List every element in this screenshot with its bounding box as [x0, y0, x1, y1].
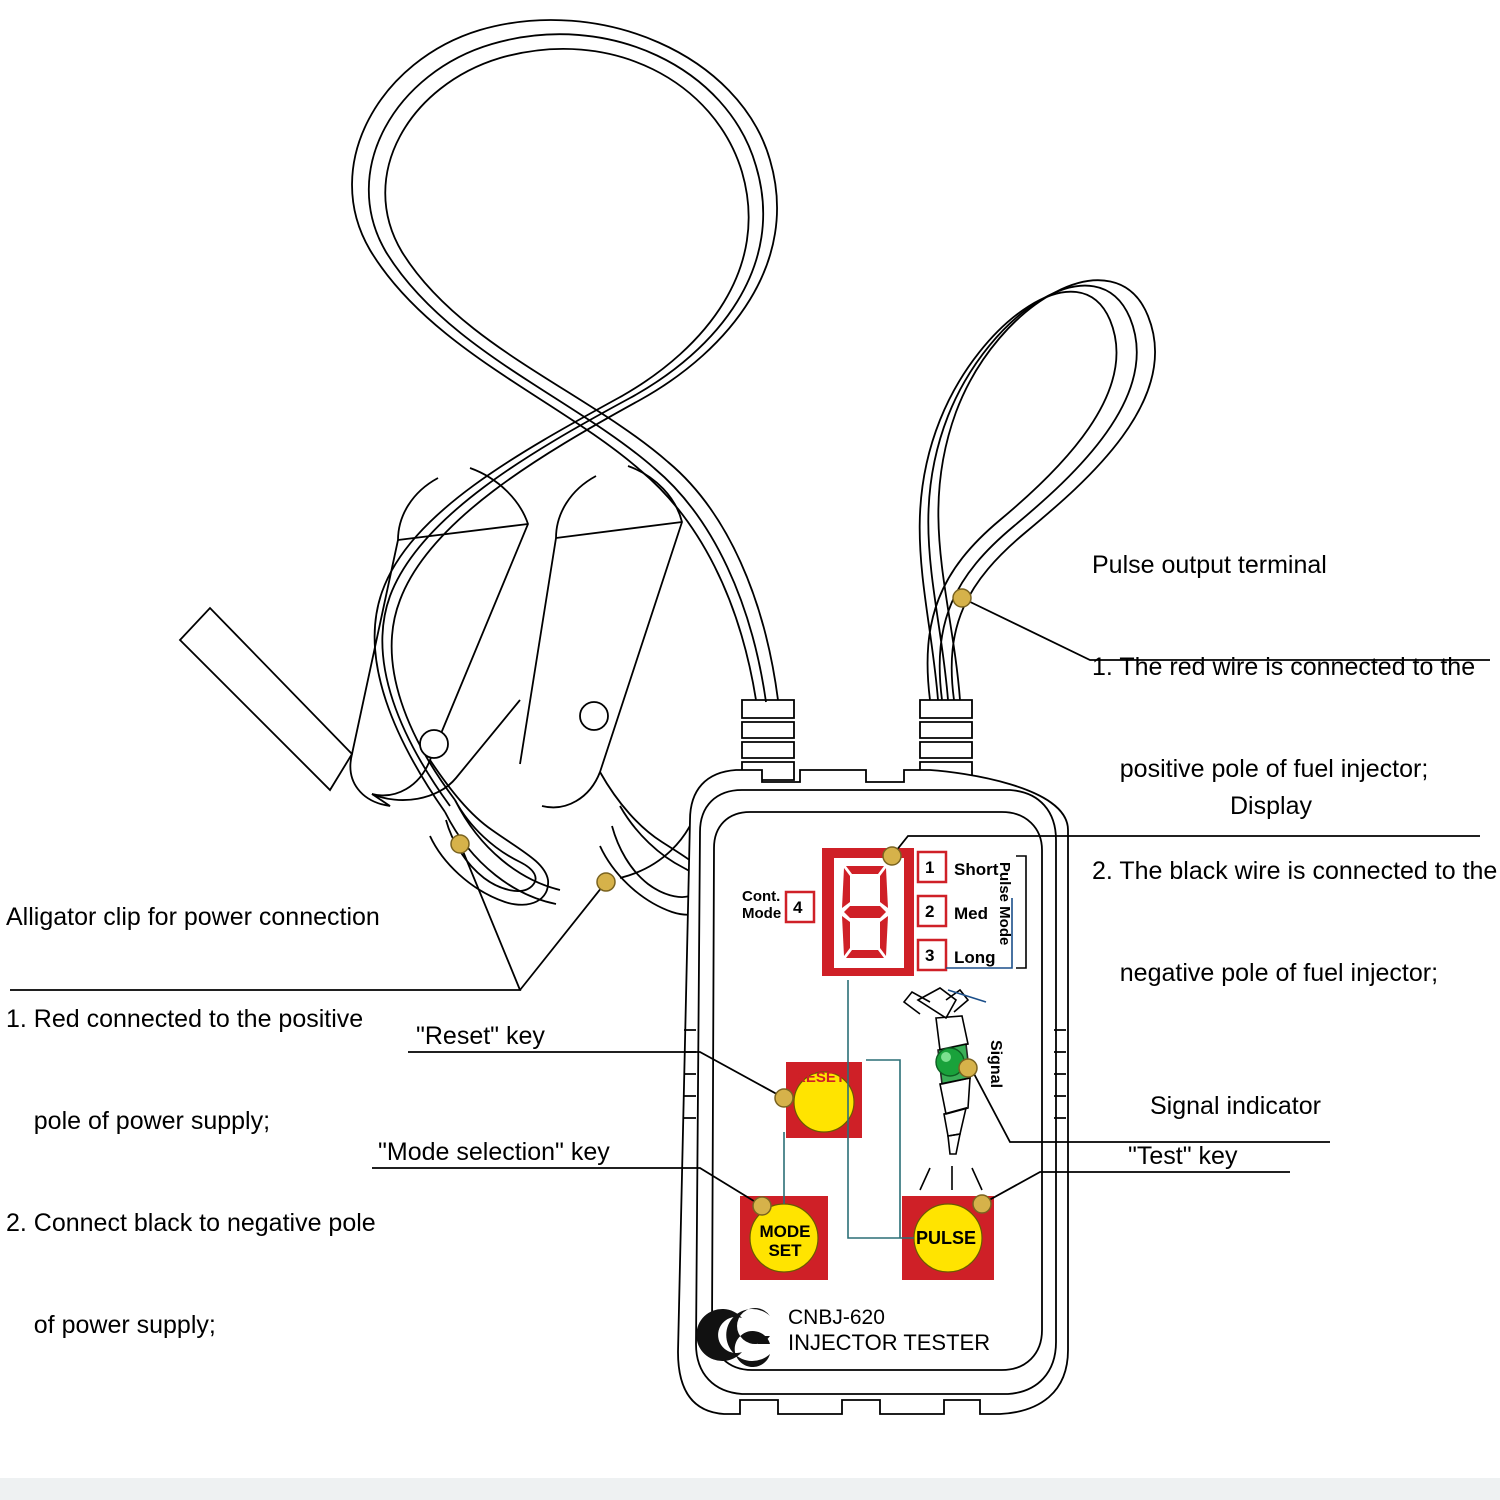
pulse-mode-1-name: Short — [954, 860, 999, 879]
pulse-mode-2-name: Med — [954, 904, 988, 923]
pulse-mode-3-name: Long — [954, 948, 996, 967]
mode-selection-key-label: "Mode selection" key — [378, 1138, 610, 1166]
pulse-mode-group-label: Pulse Mode — [996, 862, 1013, 946]
pulse-button-label[interactable]: PULSE — [916, 1228, 977, 1248]
pulse-mode-1-number: 1 — [925, 858, 935, 877]
alligator-title: Alligator clip for power connection — [6, 903, 380, 931]
reset-key-label: "Reset" key — [416, 1022, 545, 1050]
pulse-mode-2-number: 2 — [925, 902, 935, 921]
alligator-line-2: pole of power supply; — [6, 1107, 271, 1135]
cont-mode-value: 4 — [793, 898, 803, 917]
alligator-line-1: 1. Red connected to the positive — [6, 1005, 364, 1033]
cont-mode-label-line2: Mode — [742, 905, 782, 922]
product-name: INJECTOR TESTER — [788, 1330, 991, 1355]
alligator-clip-callout — [6, 832, 380, 1410]
brand-model: CNBJ-620 — [788, 1306, 885, 1329]
pulse-terminal-title: Pulse output terminal — [1092, 551, 1327, 579]
alligator-line-3: 2. Connect black to negative pole — [6, 1209, 376, 1237]
display-module — [822, 848, 914, 976]
ce-mark — [696, 1308, 770, 1367]
signal-indicator-label: Signal indicator — [1150, 1092, 1321, 1120]
pulse-terminal-callout — [1092, 480, 1497, 1058]
alligator-line-4: of power supply; — [6, 1311, 216, 1339]
pulse-terminal-line-2: positive pole of fuel injector; — [1092, 755, 1429, 783]
mode-set-button-label[interactable] — [757, 1222, 813, 1260]
display-label: Display — [1230, 792, 1312, 820]
test-key-label: "Test" key — [1128, 1142, 1238, 1170]
mode-set-label-line2: SET — [768, 1241, 802, 1260]
pulse-terminal-line-1: 1. The red wire is connected to the — [1092, 653, 1476, 681]
bottom-strip — [0, 1478, 1500, 1500]
cont-mode-label — [742, 888, 781, 922]
reset-button-label[interactable]: RESET — [795, 1069, 846, 1086]
pulse-terminal-line-4: negative pole of fuel injector; — [1092, 959, 1439, 987]
signal-led-label: Signal — [987, 1040, 1004, 1089]
cont-mode-label-line1: Cont. — [742, 888, 781, 905]
injector-graphic — [904, 988, 982, 1190]
mode-set-label-line1: MODE — [759, 1222, 811, 1241]
pulse-terminal-line-3: 2. The black wire is connected to the — [1092, 857, 1498, 885]
pulse-mode-3-number: 3 — [925, 946, 935, 965]
